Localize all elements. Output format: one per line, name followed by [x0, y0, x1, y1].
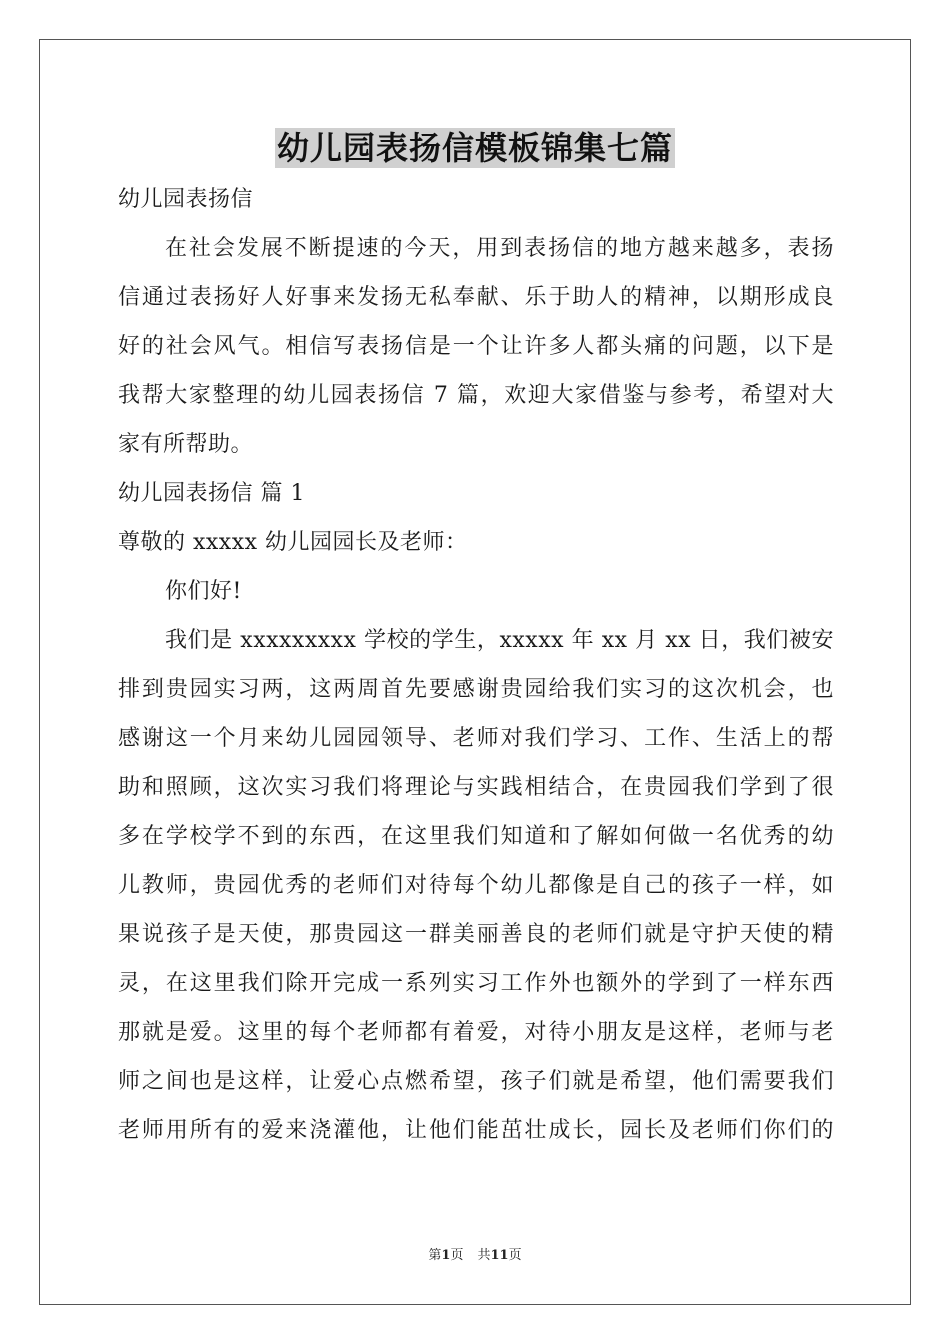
text-line: 家有所帮助。	[118, 432, 254, 457]
page-prefix: 第	[428, 1248, 442, 1263]
document-body	[118, 175, 834, 1155]
text-line: 幼儿园表扬信 篇 1	[118, 481, 305, 506]
current-page-number: 1	[441, 1248, 451, 1263]
text-line: 师之间也是这样，让爱心点燃希望，孩子们就是希望，他们需要我们	[118, 1069, 834, 1094]
text-line: 儿教师，贵园优秀的老师们对待每个幼儿都像是自己的孩子一样，如	[118, 873, 834, 898]
page-unit: 页	[450, 1248, 464, 1263]
total-page-count: 11	[490, 1248, 509, 1263]
text-line: 排到贵园实习两，这两周首先要感谢贵园给我们实习的这次机会，也	[118, 677, 834, 702]
text-line: 果说孩子是天使，那贵园这一群美丽善良的老师们就是守护天使的精	[118, 922, 834, 947]
total-unit: 页	[508, 1248, 522, 1263]
total-prefix: 共	[477, 1248, 491, 1263]
text-line: 老师用所有的爱来浇灌他，让他们能茁壮成长，园长及老师们你们的	[118, 1118, 834, 1143]
document-title: 幼儿园表扬信模板锦集七篇	[276, 129, 673, 167]
text-line: 你们好!	[165, 579, 242, 604]
text-line: 我们是 xxxxxxxxx 学校的学生，xxxxx 年 xx 月 xx 日，我们被安	[165, 628, 834, 653]
text-line: 好的社会风气。相信写表扬信是一个让许多人都头痛的问题，以下是	[118, 334, 834, 359]
text-line: 我帮大家整理的幼儿园表扬信 7 篇，欢迎大家借鉴与参考，希望对大	[118, 383, 834, 408]
title-container	[0, 128, 950, 168]
text-line: 多在学校学不到的东西，在这里我们知道和了解如何做一名优秀的幼	[118, 824, 834, 849]
page-footer	[0, 1247, 950, 1265]
text-line: 助和照顾，这次实习我们将理论与实践相结合，在贵园我们学到了很	[118, 775, 834, 800]
text-line: 信通过表扬好人好事来发扬无私奉献、乐于助人的精神，以期形成良	[118, 285, 834, 310]
text-line: 幼儿园表扬信	[118, 187, 254, 212]
text-line: 尊敬的 xxxxx 幼儿园园长及老师：	[118, 530, 468, 555]
text-line: 在社会发展不断提速的今天，用到表扬信的地方越来越多，表扬	[165, 236, 834, 261]
text-line: 感谢这一个月来幼儿园园领导、老师对我们学习、工作、生活上的帮	[118, 726, 834, 751]
text-line: 灵，在这里我们除开完成一系列实习工作外也额外的学到了一样东西	[118, 971, 834, 996]
text-line: 那就是爱。这里的每个老师都有着爱，对待小朋友是这样，老师与老	[118, 1020, 834, 1045]
